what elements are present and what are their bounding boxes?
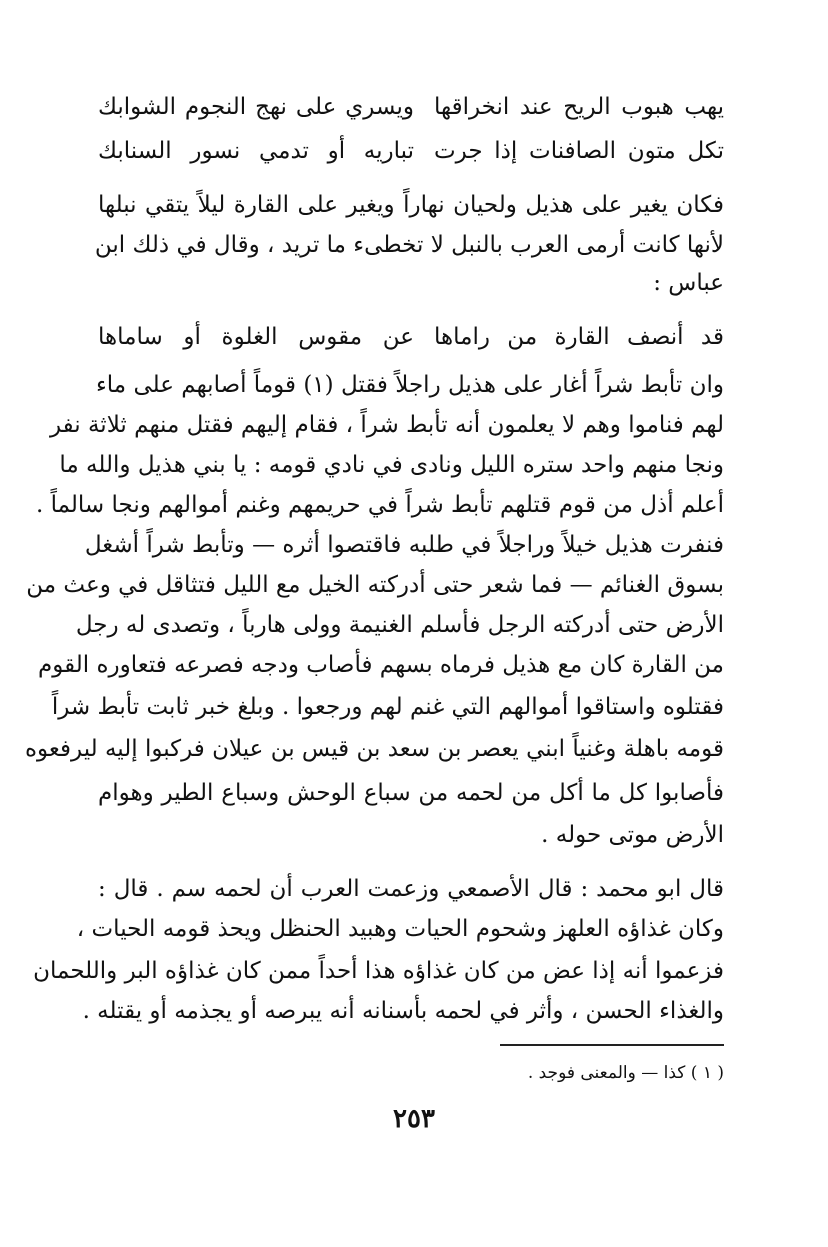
paragraph-3-line: فزعموا أنه إذا عض من كان غذاؤه هذا أحداً ممن كان غذاؤه البر واللحمان xyxy=(33,958,724,984)
verse-3-second-hemistich: عن مقوس الغلوة أو ساماها xyxy=(98,324,414,350)
footnote-divider xyxy=(500,1044,724,1046)
paragraph-2-line: فقتلوه واستاقوا أموالهم التي غنم لهم ورجعوا . وبلغ خبر ثابت تأبط شراً xyxy=(51,694,724,720)
paragraph-2-line: قومه باهلة وغنياً ابني يعصر بن سعد بن قيس بن عيلان فركبوا إليه ليرفعوه xyxy=(25,736,724,762)
verse-3-first-hemistich: قد أنصف القارة من راماها xyxy=(434,324,724,350)
paragraph-1-line: عباس : xyxy=(653,270,724,296)
paragraph-2-line: لهم فناموا وهم لا يعلمون أنه تأبط شراً ، فقام إليهم فقتل منهم ثلاثة نفر xyxy=(49,412,724,438)
paragraph-3-line: وكان غذاؤه العلهز وشحوم الحيات وهبيد الحنظل ويحذ قومه الحيات ، xyxy=(76,916,724,942)
page-number: ٢٥٣ xyxy=(393,1104,435,1134)
paragraph-2-line: ونجا منهم واحد ستره الليل ونادى في نادي قومه : يا بني هذيل والله ما xyxy=(59,452,724,478)
paragraph-3-line: والغذاء الحسن ، وأثر في لحمه بأسنانه أنه يبرصه أو يجذمه أو يقتله . xyxy=(82,998,724,1024)
paragraph-2-line: فأصابوا كل ما أكل من لحمه من سباع الوحش وسباع الطير وهوام xyxy=(98,780,724,806)
paragraph-3-line: قال ابو محمد : قال الأصمعي وزعمت العرب أن لحمه سم . قال : xyxy=(98,876,724,902)
verse-1-first-hemistich: يهب هبوب الريح عند انخراقها xyxy=(434,94,724,120)
paragraph-1-line: لأنها كانت أرمى العرب بالنبل لا تخطىء ما تريد ، وقال في ذلك ابن xyxy=(94,232,724,258)
paragraph-2-line: من القارة كان مع هذيل فرماه بسهم فأصاب ودجه فصرعه فتعاوره القوم xyxy=(37,652,724,678)
paragraph-2-line: أعلم أذل من قوم قتلهم تأبط شراً في حريمهم وغنم أموالهم ونجا سالماً . xyxy=(35,492,724,518)
verse-2-second-hemistich: تباريه أو تدمي نسور السنابك xyxy=(98,138,414,164)
verse-1-second-hemistich: ويسري على نهج النجوم الشوابك xyxy=(98,94,414,120)
paragraph-2-line: بسوق الغنائم — فما شعر حتى أدركته الخيل مع الليل فتثاقل في وعث من xyxy=(26,572,724,598)
verse-2-first-hemistich: تكل متون الصافنات إذا جرت xyxy=(434,138,724,164)
paragraph-2-line: الأرض موتى حوله . xyxy=(541,822,724,848)
paragraph-2-line: الأرض حتى أدركته الرجل فأسلم الغنيمة وولى هارباً ، وتصدى له رجل xyxy=(75,612,724,638)
paragraph-1-line: فكان يغير على هذيل ولحيان نهاراً ويغير على القارة ليلاً يتقي نبلها xyxy=(98,192,724,218)
footnote: ( ١ ) كذا — والمعنى فوجد . xyxy=(527,1063,724,1083)
paragraph-2-line: فنفرت هذيل خيلاً وراجلاً في طلبه فاقتصوا أثره — وتأبط شراً أشغل xyxy=(84,532,724,558)
paragraph-2-line: وان تأبط شراً أغار على هذيل راجلاً فقتل (١) قوماً أصابهم على ماء xyxy=(95,372,724,398)
